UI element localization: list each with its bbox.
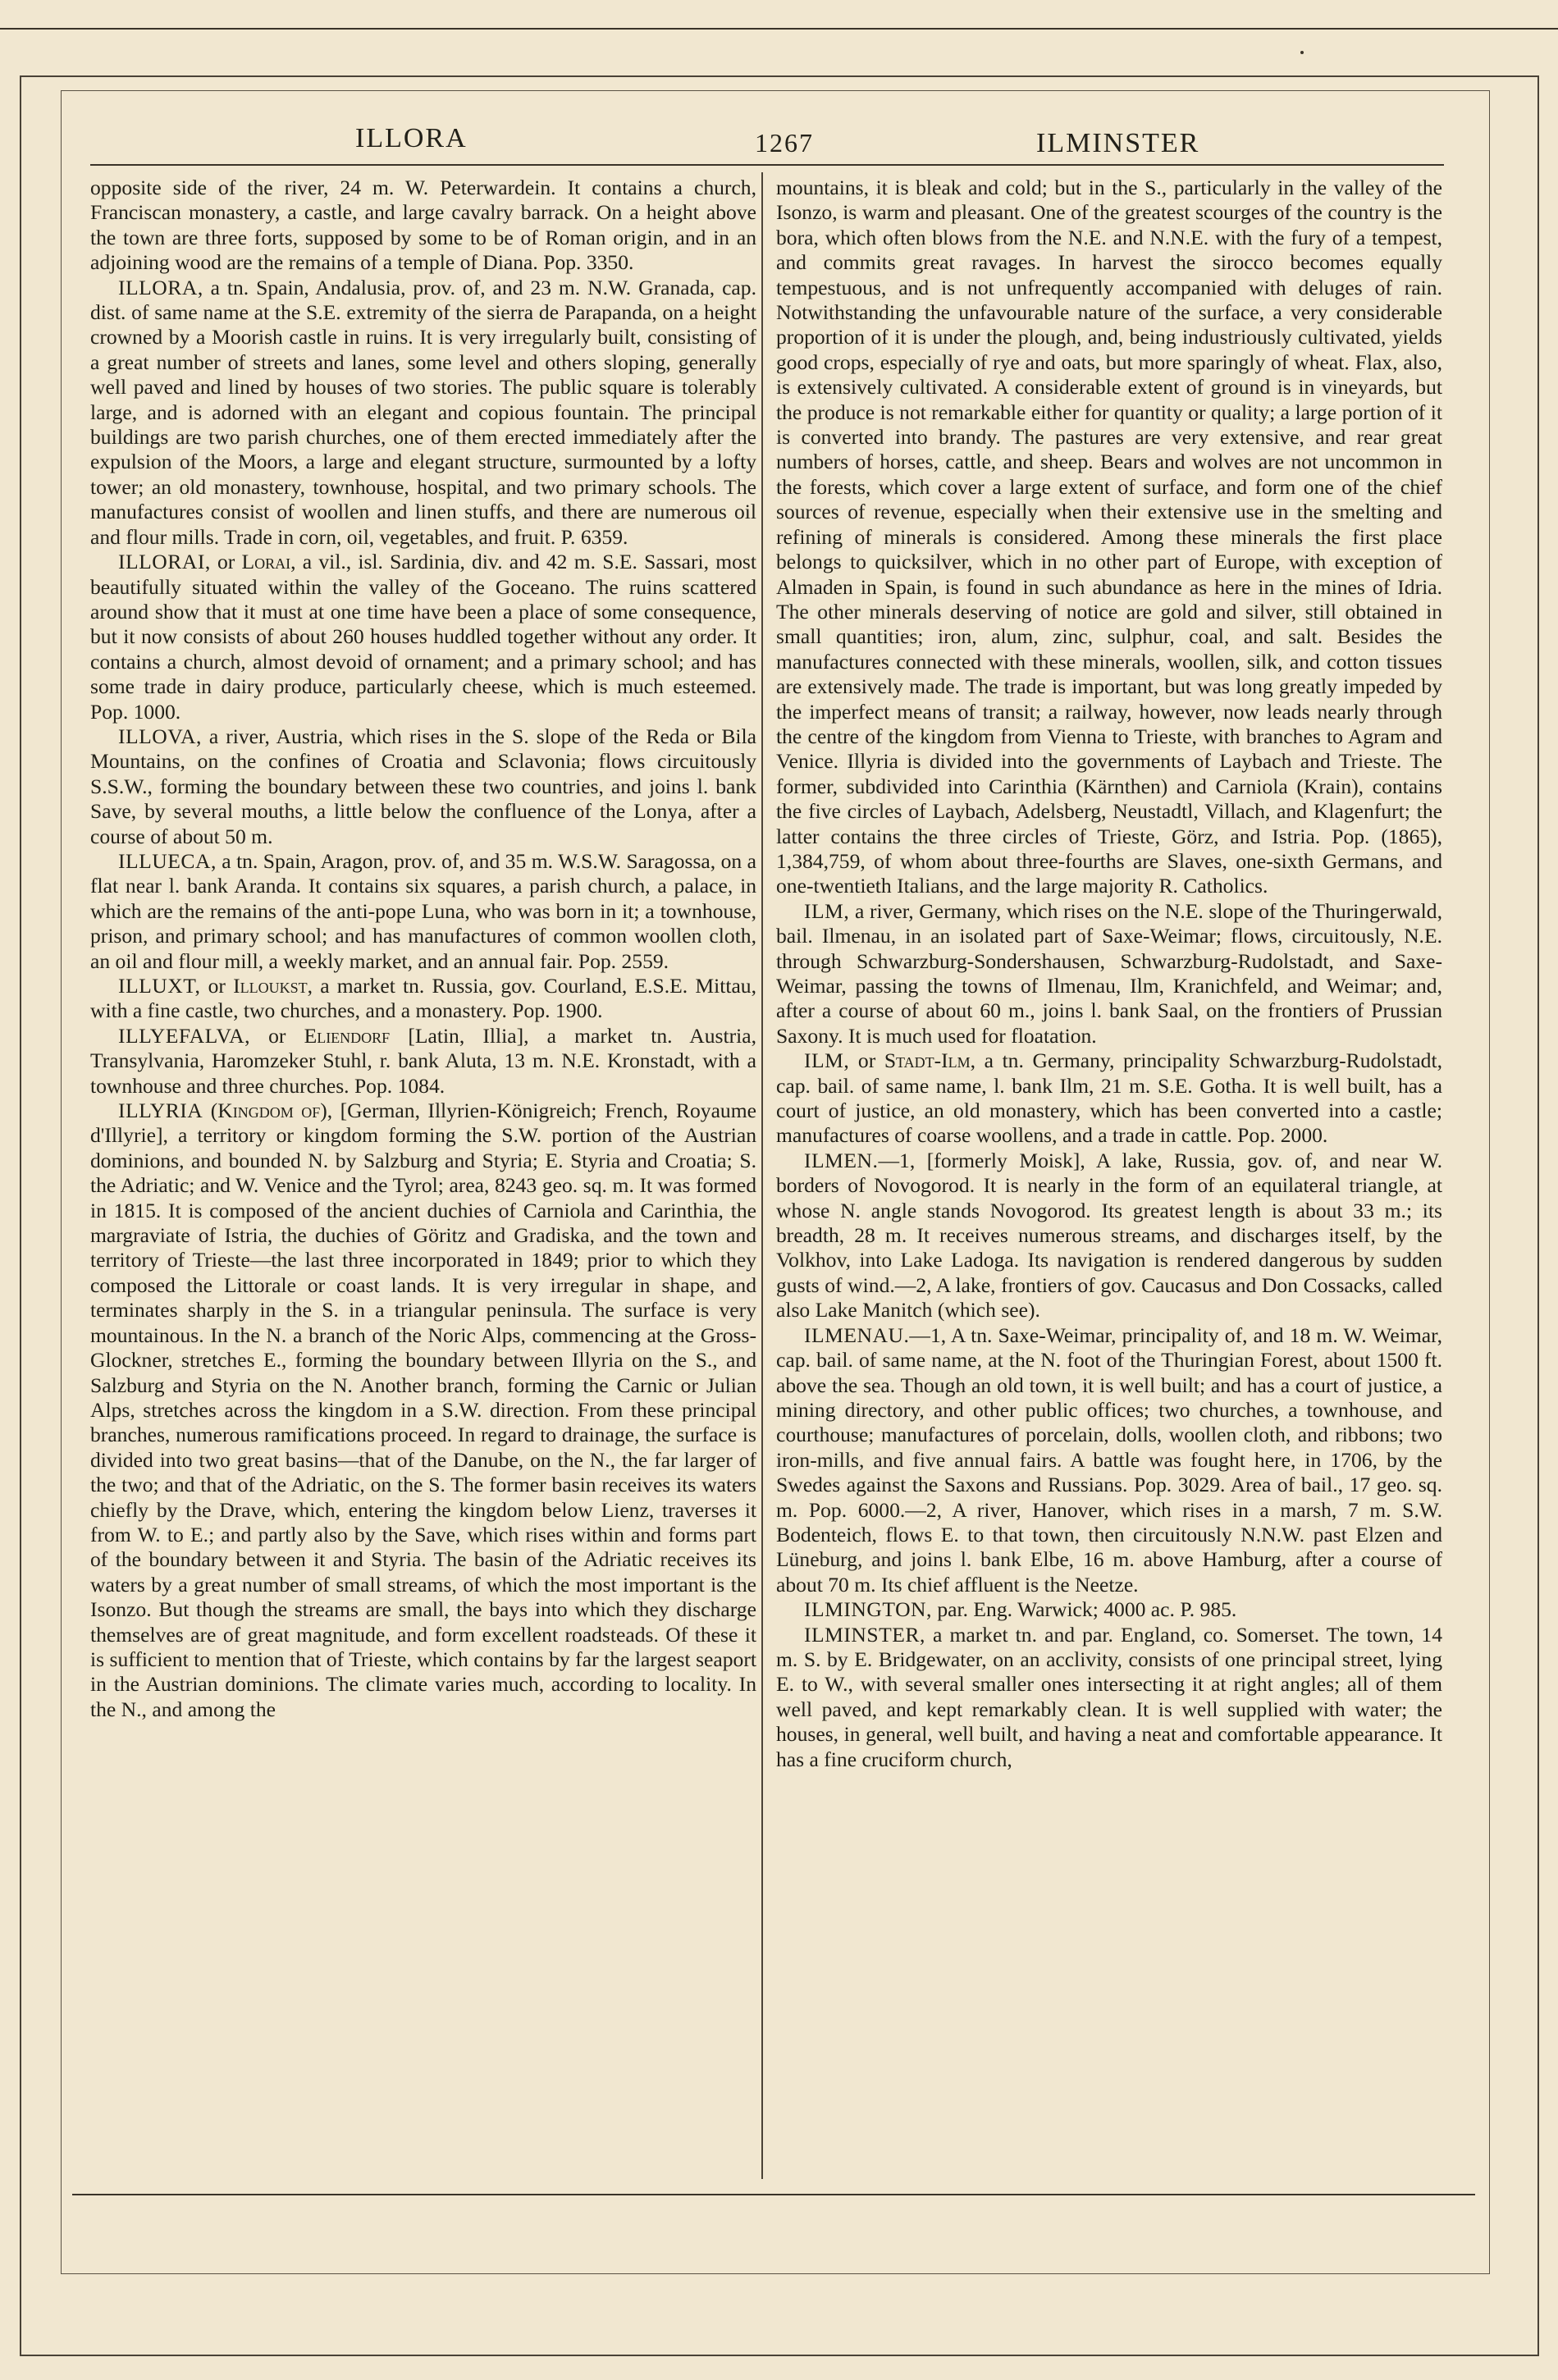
entry-text: ), [German, Illyrien-Königreich; French, Royaume d'Illyrie], a territory or kingdom forming the S.W. portion of the Austrian dominions, and bounded N. by Salzburg and Styria; E. Styria and Croatia; S. the Adriatic; and W. Venice and the Tyrol; area, 8243 geo. sq. m. It was formed in 1815. It is composed of the ancient duchies of Carniola and Carinthia, the margraviate of Istria, the duchies of Göritz and Gradiska, and the town and territory of Trieste—the last three incorporated in 1849; prior to which they composed the Littorale or coast lands. It is very irregular in shape, and terminates sharply in the S. in a triangular peninsula. The surface is very mountainous. In the N. a branch of the Noric Alps, commencing at the Gross-Glockner, stretches E., forming the boundary between Illyria on the S., and Salzburg and Styria on the N. Another branch, forming the Carnic or Julian Alps, stretches across the kingdom in a S.W. direction. From these principal branches, numerous ramifications proceed. In regard to drainage, the surface is divided into two great basins—that of the Danube, on the N., the far larger of the two; and that of the Adriatic, on the S. The former basin receives its waters chiefly by the Drave, which, entering the kingdom below Lienz, traverses it from W. to E.; and partly also by the Save, which rises within and forms part of the boundary between it and Styria. The basin of the Adriatic receives its waters by a great number of small streams, of which the most important is the Isonzo. But though the streams are small, the bays into which they discharge themselves are of great magnitude, and form excellent roadsteads. Of these it is sufficient to mention that of Trieste, which contains by far the largest seaport in the Austrian dominions. The climate varies much, according to locality. In the N., and among the: [90, 1099, 756, 1721]
entry-connector: or: [250, 1023, 304, 1048]
entry-text: , a vil., isl. Sardinia, div. and 42 m. S.E. Sassari, most beautifully situated within the valley of the Goceano. The ruins scattered around show that it must at one time have been a place of some consequence, but it now consists of about 260 houses huddled together without any order. It contains a church, almost devoid of ornament; and a primary school; and has some trade in dairy produce, particularly cheese, which is much esteemed. Pop. 1000.: [90, 550, 756, 724]
gazetteer-entry: [90, 276, 756, 550]
entry-text: a river, Germany, which rises on the N.E. slope of the Thuringerwald, bail. Ilmenau, in an isolated part of Saxe-Weimar; flows, circuitously, N.E. through Schwarzburg-Sondershausen, Schwarzburg-Rudolstadt, and Saxe-Weimar, passing the towns of Ilmenau, Ilm, Kranichfeld, and Weimar; and, after a course of about 60 m., joins l. bank Saal, on the frontiers of Prussian Saxony. It is much used for floatation.: [776, 898, 1442, 1048]
right-column: [776, 176, 1442, 2177]
entry-alt-name: Kingdom of: [217, 1099, 321, 1123]
continued-text: [90, 176, 756, 276]
gazetteer-entry: [90, 849, 756, 974]
entry-alt-name: Lorai: [241, 550, 291, 574]
entry-headword: ILLYEFALVA,: [118, 1023, 251, 1048]
header-left-word: ILLORA: [355, 123, 468, 153]
entry-headword: ILM,: [804, 1048, 850, 1073]
entry-headword: ILLUECA,: [118, 848, 217, 873]
gazetteer-entry: [776, 1149, 1442, 1323]
column-divider: [761, 172, 763, 2179]
ink-speck: [1300, 51, 1304, 54]
entry-text: [Latin, Illia], a market tn. Austria, Transylvania, Haromzeker Stuhl, r. bank Aluta, 13 m. N.E. Kronstadt, with a townhouse and three churches. Pop. 1084.: [90, 1023, 756, 1098]
gazetteer-entry: [90, 550, 756, 724]
entry-headword: ILLOVA,: [118, 724, 202, 748]
entry-headword: ILMENAU.: [804, 1322, 910, 1347]
gazetteer-entry: [776, 1623, 1442, 1772]
entry-text: —1, [formerly Moisk], A lake, Russia, gov. of, and near W. borders of Novogorod. It is nearly in the form of an equilateral triangle, at whose N. angle stands Novogorod. Its greatest length is about 33 m.; its breadth, 28 m. It receives numerous streams, and discharges itself, by the Volkhov, into Lake Ladoga. Its navigation is rendered dangerous by sudden gusts of wind.—2, A lake, frontiers of gov. Caucasus and Don Cossacks, called also Lake Manitch (which see).: [776, 1148, 1442, 1322]
page-number: 1267: [755, 128, 814, 158]
continued-text: [776, 176, 1442, 899]
entry-text: par. Eng. Warwick; 4000 ac. P. 985.: [931, 1597, 1237, 1622]
top-rule: [0, 28, 1558, 30]
entry-alt-name: Stadt-Ilm: [884, 1048, 971, 1073]
entry-text: , a tn. Germany, principality Schwarzburg-Rudolstadt, cap. bail. of same name, l. bank Ilm, 21 m. S.E. Gotha. It is well built, has a court of justice, an old monastery, which has been converted into a castle; manufactures of coarse woollens, and a trade in cattle. Pop. 2000.: [776, 1048, 1442, 1148]
entry-alt-name: Eliendorf: [304, 1023, 391, 1048]
gazetteer-entry: [90, 724, 756, 849]
entry-headword: ILMINSTER,: [804, 1622, 925, 1647]
entry-alt-name: Illoukst: [233, 974, 308, 998]
entry-connector: or: [210, 550, 242, 574]
entry-text: a tn. Spain, Andalusia, prov. of, and 23 m. N.W. Granada, cap. dist. of same name at the S.E. extremity of the sierra de Parapanda, on a height crowned by a Moorish castle in ruins. It is very irregularly built, consisting of a great number of streets and lanes, some level and others sloping, generally well paved and lined by houses of two stories. The public square is tolerably large, and is adorned with an elegant and copious fountain. The principal buildings are two parish churches, one of them erected immediately after the expulsion of the Moors, a large and elegant structure, surmounted by a lofty tower; an old monastery, townhouse, hospital, and two primary schools. The manufactures consist of woollen and linen stuffs, and there are numerous oil and flour mills. Trade in corn, oil, vegetables, and fruit. P. 6359.: [90, 275, 756, 549]
entry-headword: ILLYRIA: [118, 1099, 203, 1123]
entry-headword: ILMEN.: [804, 1148, 879, 1172]
gazetteer-entry: [776, 1597, 1442, 1622]
entry-connector: or: [849, 1048, 884, 1073]
entry-headword: ILLORAI,: [118, 550, 211, 574]
entry-text: a market tn. and par. England, co. Somerset. The town, 14 m. S. by E. Bridgewater, on an acclivity, consists of one principal street, lying E. to W., with several smaller ones intersecting it at right angles; all of them well paved, and kept remarkably clean. It is well supplied with water; the houses, in general, well built, and having a neat and comfortable appearance. It has a fine cruciform church,: [776, 1622, 1442, 1771]
entry-text: —1, A tn. Saxe-Weimar, principality of, and 18 m. W. Weimar, cap. bail. of same name, at the N. foot of the Thuringian Forest, about 1500 ft. above the sea. Though an old town, it is well built; and has a court of justice, a mining directory, and other public offices; two churches, a townhouse, and courthouse; manufactures of porcelain, dolls, woollen cloth, and ribbons; two iron-mills, and five annual fairs. A battle was fought here, in 1706, by the Swedes against the Saxons and Russians. Pop. 3029. Area of bail., 17 geo. sq. m. Pop. 6000.—2, A river, Hanover, which rises in a marsh, 7 m. S.W. Bodenteich, flows E. to that town, then circuitously N.N.W. past Elzen and Lüneburg, and joins l. bank Elbe, 16 m. above Hamburg, after a course of about 70 m. Its chief affluent is the Neetze.: [776, 1322, 1442, 1597]
left-column: [90, 176, 756, 2177]
gazetteer-entry: [776, 899, 1442, 1048]
gazetteer-entry: [90, 1024, 756, 1099]
entry-headword: ILLORA,: [118, 275, 203, 299]
entry-text: a river, Austria, which rises in the S. slope of the Reda or Bila Mountains, on the confines of Croatia and Sclavonia; flows circuitously S.S.W., forming the boundary between these two countries, and joins l. bank Save, by several mouths, a little below the confluence of the Lonya, after a course of about 50 m.: [90, 724, 756, 848]
gazetteer-entry: [776, 1048, 1442, 1149]
entry-headword: ILLUXT,: [118, 974, 201, 998]
entry-headword: ILM,: [804, 898, 850, 923]
gazetteer-entry: [90, 974, 756, 1024]
entry-headword: ILMINGTON,: [804, 1597, 932, 1622]
gazetteer-entry: [776, 1323, 1442, 1597]
header-rule: [90, 164, 1444, 166]
entry-text: a tn. Spain, Aragon, prov. of, and 35 m. W.S.W. Saragossa, on a flat near l. bank Aranda. It contains six squares, a parish church, a palace, in which are the remains of the anti-pope Luna, who was born in it; a townhouse, prison, and primary school; and has manufactures of common woollen cloth, an oil and flour mill, a weekly market, and an annual fair. Pop. 2559.: [90, 848, 756, 973]
entry-text: , a market tn. Russia, gov. Courland, E.S.E. Mittau, with a fine castle, two churches, and a monastery. Pop. 1900.: [90, 974, 756, 1023]
gazetteer-entry: [90, 1099, 756, 1722]
entry-connector: (: [203, 1099, 218, 1123]
entry-text: mountains, it is bleak and cold; but in the S., particularly in the valley of the Isonzo, is warm and pleasant. One of the greatest scourges of the country is the bora, which often blows from the N.E. and N.N.E. with the fury of a tempest, and commits great ravages. In harvest the sirocco becomes equally tempestuous, and is not unfrequently accompanied with deluges of rain. Notwithstanding the unfavourable nature of the surface, a very considerable proportion of it is under the plough, and, being industriously cultivated, yields good crops, especially of rye and oats, but more sparingly of wheat. Flax, also, is extensively cultivated. A considerable extent of ground is in vineyards, but the produce is not remarkable either for quantity or quality; a large portion of it is converted into brandy. The pastures are very extensive, and rear great numbers of horses, cattle, and sheep. Bears and wolves are not uncommon in the forests, which cover a large extent of surface, and form one of the chief sources of revenue, especially when their extensive use in the smelting and refining of minerals is considered. Among these minerals the first place belongs to quicksilver, which in no other part of Europe, with exception of Almaden in Spain, is found in such abundance as here in the mines of Idria. The other minerals deserving of notice are gold and silver, still obtained in small quantities; iron, alum, zinc, sulphur, coal, and salt. Besides the manufactures connected with these minerals, woollen, silk, and cotton tissues are extensively made. The trade is important, but was long greatly impeded by the imperfect means of transit; a railway, however, now leads nearly through the centre of the kingdom from Vienna to Trieste, with branches to Agram and Venice. Illyria is divided into the governments of Laybach and Trieste. The former, subdivided into Carinthia (Kärnthen) and Carniola (Krain), contains the five circles of Laybach, Adelsberg, Neustadtl, Villach, and Klagenfurt; the latter contains the three circles of Trieste, Görz, and Istria. Pop. (1865), 1,384,759, of whom about three-fourths are Slaves, one-sixth Germans, and one-twentieth Italians, and the large majority R. Catholics.: [776, 176, 1442, 898]
entry-text: opposite side of the river, 24 m. W. Peterwardein. It contains a church, Franciscan monastery, a castle, and large cavalry barrack. On a height above the town are three forts, supposed by some to be of Roman origin, and in an adjoining wood are the remains of a temple of Diana. Pop. 3350.: [90, 176, 756, 275]
bottom-rule: [72, 2194, 1475, 2195]
header-right-word: ILMINSTER: [1036, 128, 1200, 158]
entry-connector: or: [200, 974, 234, 998]
